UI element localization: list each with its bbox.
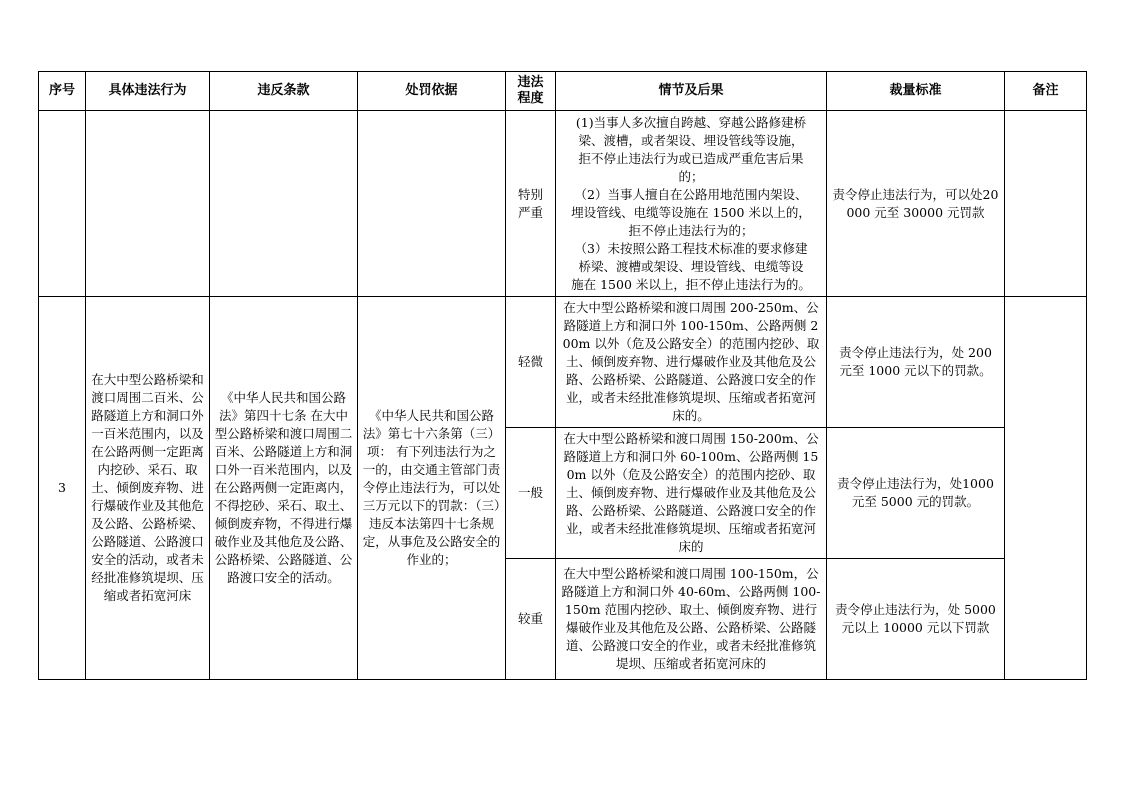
heavy-standard: 责令停止违法行为，处 5000 元以上 10000 元以下罚款 (827, 559, 1005, 680)
heavy-degree: 较重 (506, 559, 556, 680)
header-behavior: 具体违法行为 (86, 72, 210, 111)
light-circumstances: 在大中型公路桥梁和渡口周围 200-250m、公路隧道上方和洞口外 100-150m、公路两侧 200m 以外（危及公路安全）的范围内挖砂、取土、倾倒废弃物、进行爆破作业及其他危及公路、公路桥梁、公路隧道、公路渡口安全的作业，或者未经批准修筑堤坝、压缩或者拓宽河床的。 (556, 297, 827, 428)
header-standard: 裁量标准 (827, 72, 1005, 111)
header-degree: 违法 程度 (506, 72, 556, 111)
severe-line: 拒不停止违法行为的； (628, 222, 754, 238)
severe-line: 施在 1500 米以上，拒不停止违法行为的。 (571, 276, 811, 292)
severe-line: 桥梁、渡槽或架设、埋设管线、电缆等设 (578, 258, 804, 274)
cell-seq-empty (39, 111, 86, 297)
header-basis: 处罚依据 (358, 72, 506, 111)
severe-degree: 特别 严重 (506, 111, 556, 297)
severe-circumstances (556, 111, 827, 297)
cell-behavior-empty (86, 111, 210, 297)
general-circumstances: 在大中型公路桥梁和渡口周围 150-200m、公路隧道上方和洞口外 60-100m、公路两侧 150m 以外（危及公路安全）的范围内挖砂、取土、倾倒废弃物、进行爆破作业及其他危及公路、公路桥梁、公路隧道、公路渡口安全的作业，或者未经批准修筑堤坝、压缩或者拓宽河床的 (556, 428, 827, 559)
item-behavior: 在大中型公路桥梁和渡口周围二百米、公路隧道上方和洞口外一百米范围内，以及在公路两侧一定距离内挖砂、采石、取土、倾倒废弃物、进行爆破作业及其他危及公路、公路桥梁、公路隧道、公路渡口安全的活动，或者未经批准修筑堤坝、压缩或者拓宽河床 (86, 297, 210, 680)
severe-line: （2）当事人擅自在公路用地范围内架设、 (574, 186, 808, 202)
item-note (1005, 297, 1087, 680)
general-standard: 责令停止违法行为，处1000 元至 5000 元的罚款。 (827, 428, 1005, 559)
light-standard: 责令停止违法行为，处 200 元至 1000 元以下的罚款。 (827, 297, 1005, 428)
penalty-discretion-table (38, 71, 1087, 680)
severe-line: 埋设管线、电缆等设施在 1500 米以上的， (571, 204, 811, 220)
cell-basis-empty (358, 111, 506, 297)
severe-line: 拒不停止违法行为或已造成严重危害后果 (578, 150, 804, 166)
item-seq: 3 (39, 297, 86, 680)
severe-line: 梁、渡槽，或者架设、埋设管线等设施， (578, 132, 804, 148)
severe-line: 的； (678, 168, 704, 184)
severe-note (1005, 111, 1087, 297)
severe-line: (1)当事人多次擅自跨越、穿越公路修建桥 (575, 114, 807, 130)
light-degree: 轻微 (506, 297, 556, 428)
severe-standard: 责令停止违法行为，可以处20000 元至 30000 元罚款 (827, 111, 1005, 297)
table-row-severe (39, 111, 1087, 297)
item-basis: 《中华人民共和国公路法》第七十六条第（三）项： 有下列违法行为之一的，由交通主管部门责令停止违法行为，可以处三万元以下的罚款：（三）违反本法第四十七条规定，从事危及公路安全的作业的； (358, 297, 506, 680)
header-note: 备注 (1005, 72, 1087, 111)
header-circumstances: 情节及后果 (556, 72, 827, 111)
header-clause: 违反条款 (210, 72, 358, 111)
general-degree: 一般 (506, 428, 556, 559)
table-row-light (39, 297, 1087, 428)
item-clause: 《中华人民共和国公路法》第四十七条 在大中型公路桥梁和渡口周围二百米、公路隧道上方和洞口外一百米范围内，以及在公路两侧一定距离内，不得挖砂、采石、取土、倾倒废弃物，不得进行爆破作业及其他危及公路、公路桥梁、公路隧道、公路渡口安全的活动。 (210, 297, 358, 680)
cell-clause-empty (210, 111, 358, 297)
heavy-circumstances: 在大中型公路桥梁和渡口周围 100-150m，公路隧道上方和洞口外 40-60m、公路两侧 100-150m 范围内挖砂、取土、倾倒废弃物、进行爆破作业及其他危及公路、公路桥梁、公路隧道、公路渡口安全的作业，或者未经批准修筑堤坝、压缩或者拓宽河床的 (556, 559, 827, 680)
header-seq: 序号 (39, 72, 86, 111)
header-row (39, 72, 1087, 111)
severe-line: （3）未按照公路工程技术标准的要求修建 (574, 240, 808, 256)
